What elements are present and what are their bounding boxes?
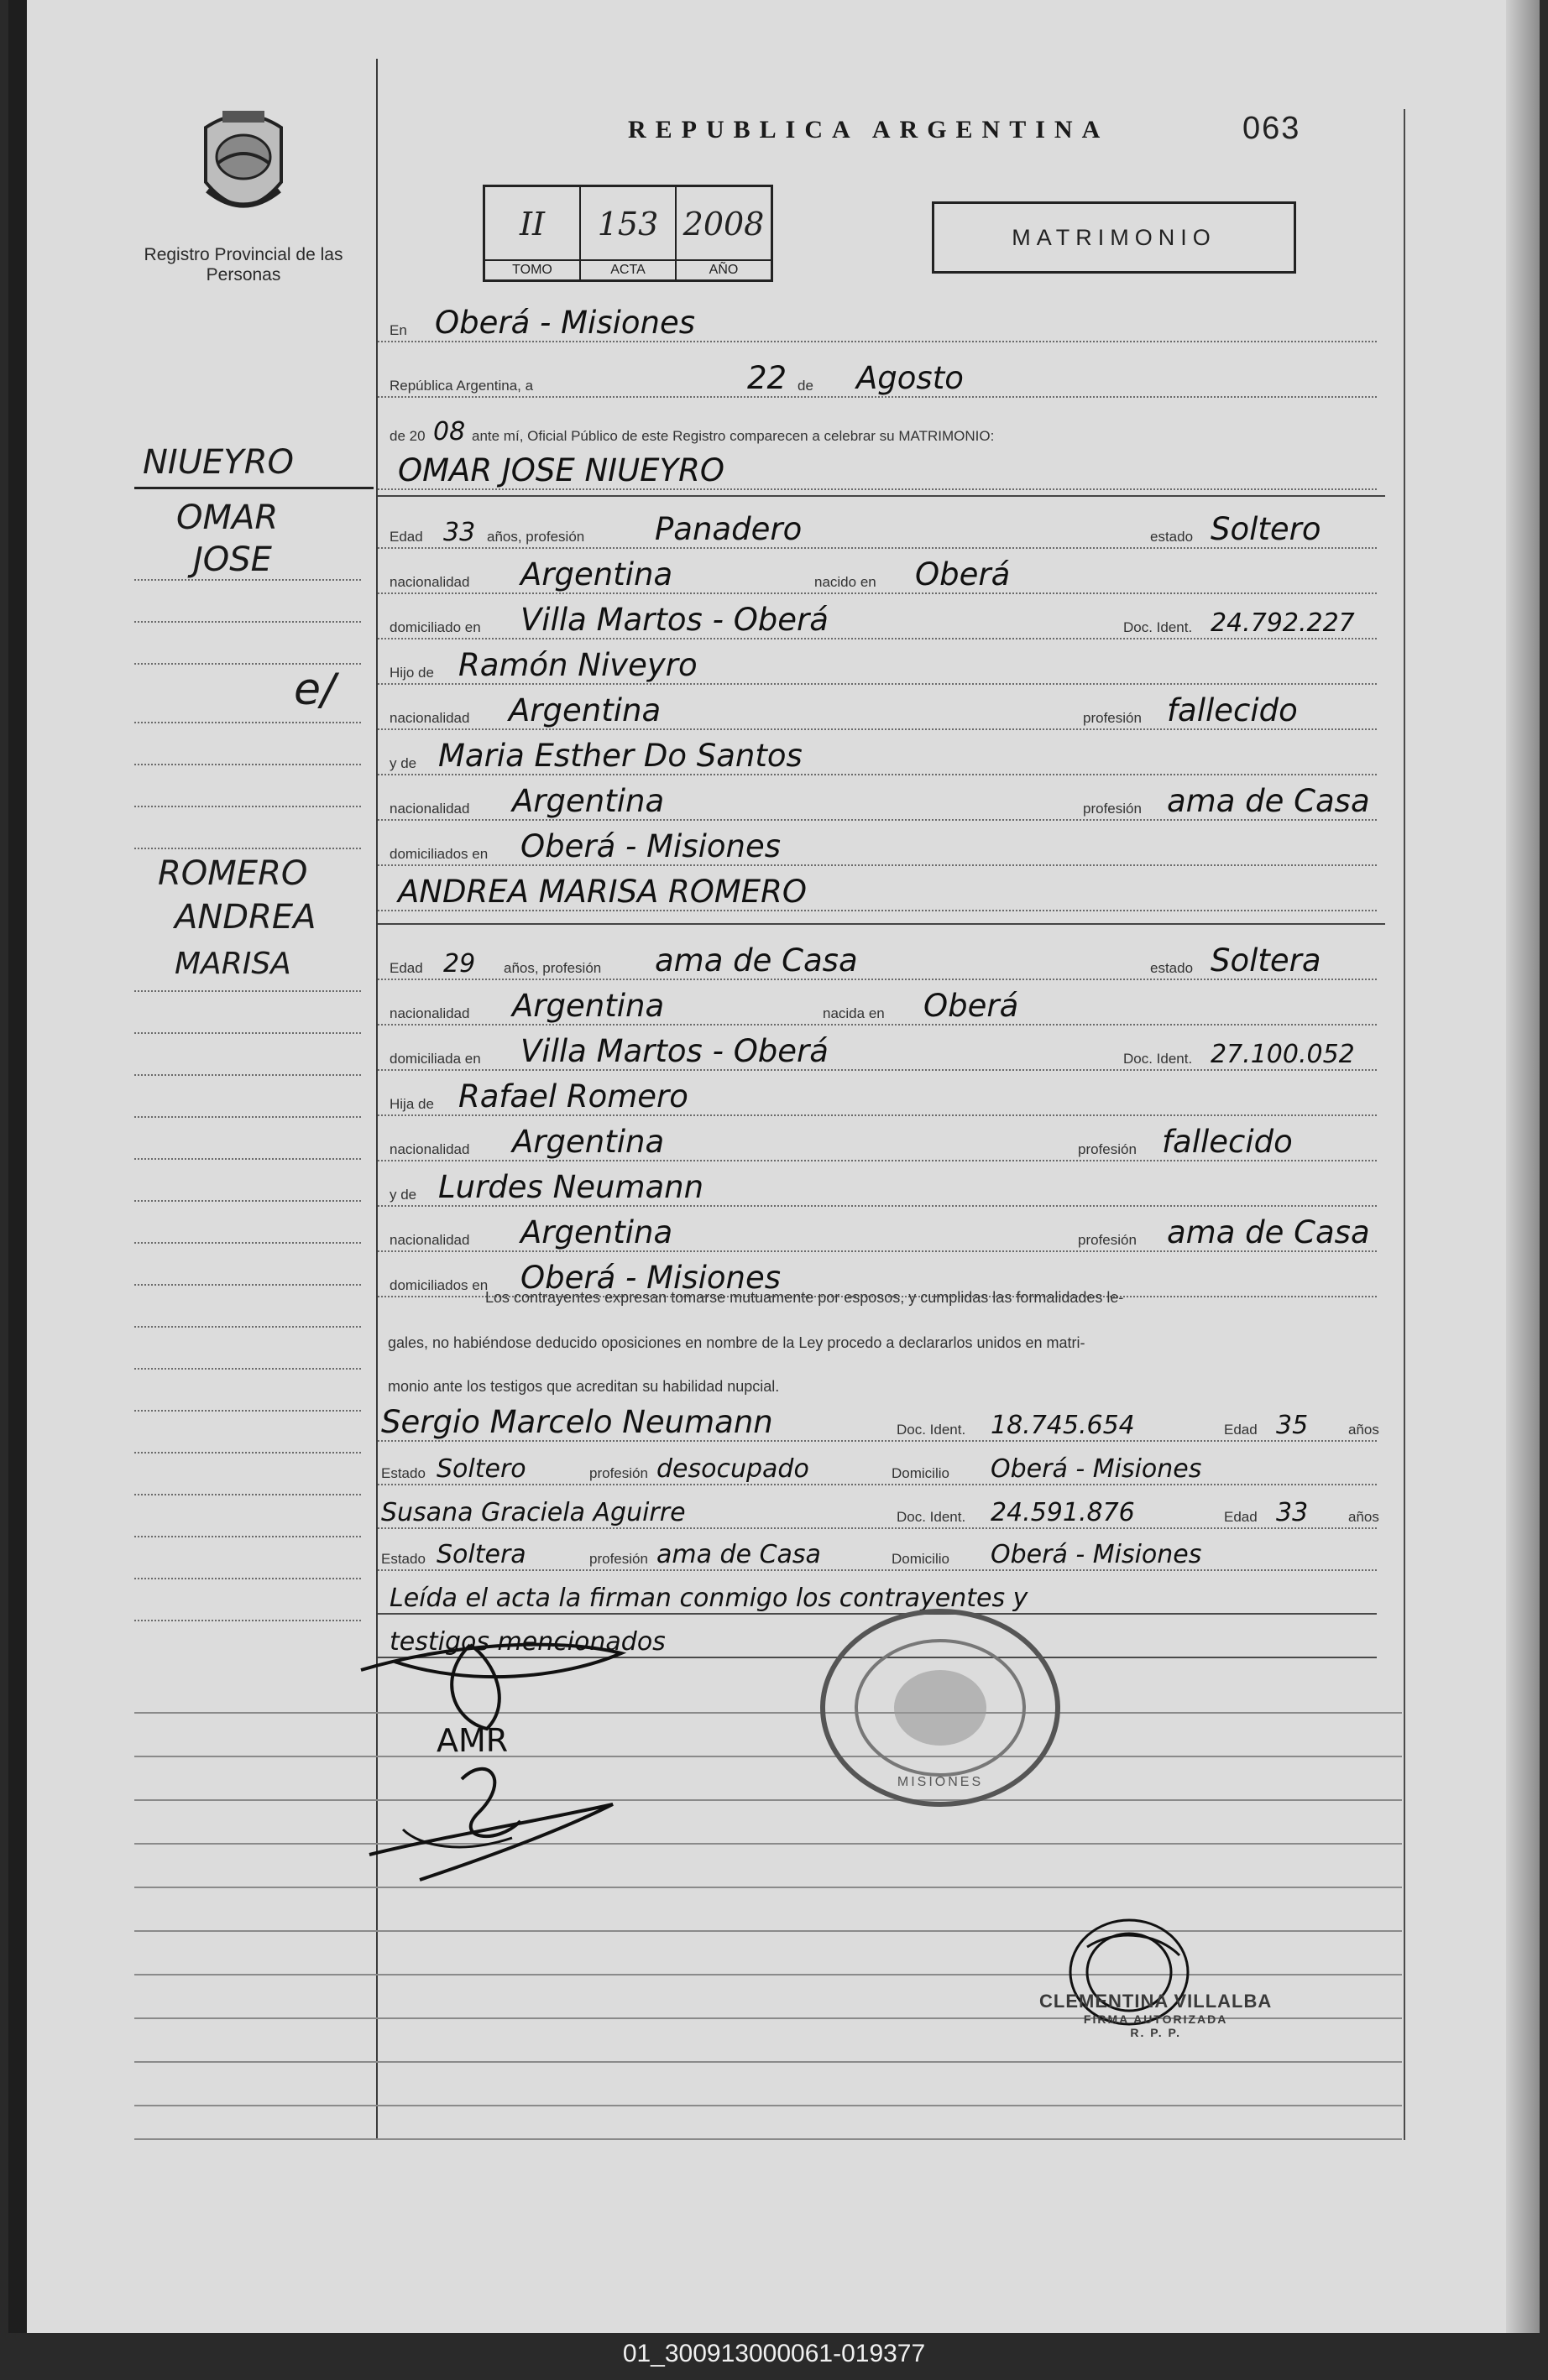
witness1-civil-status: Soltero [437,1454,526,1484]
page-number: 063 [1242,111,1301,146]
place-value: Oberá - Misiones [435,305,696,341]
bride-father-name: Rafael Romero [458,1078,688,1114]
groom-father-name: Ramón Niveyro [458,647,698,683]
nacionalidad-label: nacionalidad [390,710,470,726]
margin-bride-name2: MARISA [175,947,291,981]
anio-cell [675,187,771,279]
tomo-label: TOMO [485,259,579,279]
register-page [8,0,1540,2333]
row-groom-father [378,638,1377,685]
doc-label: Doc. Ident. [897,1509,966,1525]
bride-parents-address: Oberá - Misiones [520,1260,782,1296]
file-id: 01_300913000061-019377 [622,2340,926,2367]
country-heading: REPUBLICA ARGENTINA [628,116,1110,144]
groom-mother-name: Maria Esther Do Santos [438,738,803,774]
domicilio-label: Domicilio [892,1465,949,1481]
nacionalidad-label: nacionalidad [390,1232,470,1248]
anos-label: años [1348,1422,1379,1438]
signature-strokes [344,1628,663,1913]
anio-label: AÑO [677,259,771,279]
stamp-line-1: CLEMENTINA VILLALBA [1039,1991,1273,2012]
section-rule [378,923,1385,925]
witness1-profession: desocupado [656,1454,809,1484]
office-name: Registro Provincial de las Personas [144,245,343,284]
profesion-label: profesión [589,1551,648,1567]
row-witness1 [378,1395,1377,1442]
closing-line-2: testigos mencionados [390,1627,666,1657]
anio-value: 2008 [682,206,765,243]
legal-line-1: Los contrayentes expresan tomarse mutuamente por esposos, y cumplidas las formalidades le- [485,1289,1124,1306]
row-bride-name [378,864,1377,911]
record-type-box: MATRIMONIO [932,201,1296,274]
mother-label: y de [390,1187,417,1203]
groom-mother-profession: ama de Casa [1167,783,1370,819]
coat-of-arms-icon [189,102,298,228]
bride-doc-number: 27.100.052 [1211,1040,1355,1069]
officer-stamp [1039,1991,1272,2039]
groom-profession: Panadero [655,511,803,547]
right-rule [1404,109,1405,2140]
domicilio-label: domiciliado en [390,619,481,635]
acta-value: 153 [597,206,659,243]
margin-groom-name1: OMAR [176,498,279,537]
domiciliados-label: domiciliados en [390,846,489,862]
bride-mother-name: Lurdes Neumann [438,1169,704,1205]
row-date [378,351,1377,398]
edad-label: Edad [1224,1509,1258,1525]
witness2-age: 33 [1276,1498,1309,1527]
estado-label: Estado [381,1465,426,1481]
edad-label: Edad [1224,1422,1258,1438]
initials-signature: AMR [437,1722,509,1759]
profesion-label: profesión [1083,801,1142,817]
bride-profession: ama de Casa [655,942,858,979]
groom-father-profession: fallecido [1167,692,1298,728]
doc-label: Doc. Ident. [897,1422,966,1438]
bride-father-profession: fallecido [1162,1124,1293,1160]
row-bride-mother-nationality [378,1205,1377,1252]
witness1-doc: 18.745.654 [991,1411,1135,1440]
row-groom-mother [378,728,1377,775]
row-groom-mother-nationality [378,774,1377,821]
edad-label: Edad [390,960,423,976]
bride-mother-nationality: Argentina [520,1214,673,1250]
month-value: Agosto [856,360,964,396]
mother-label: y de [390,755,417,771]
profesion-label: profesión [1078,1141,1137,1157]
closing-line-1: Leída el acta la firman conmigo los contrayentes y [390,1584,1028,1613]
groom-birthplace: Oberá [915,556,1011,592]
row-groom-name [378,443,1377,490]
groom-father-nationality: Argentina [509,692,662,728]
margin-bride-surname: ROMERO [158,854,308,893]
nacida-label: nacida en [823,1005,885,1021]
row-groom-age [378,502,1377,549]
bride-civil-status: Soltera [1211,942,1321,979]
nacionalidad-label: nacionalidad [390,801,470,817]
profesion-label: años, profesión [487,529,585,545]
domicilio-label: Domicilio [892,1551,949,1567]
legal-line-2: gales, no habiéndose deducido oposiciones en nombre de la Ley procedo a declararlos unidos en matri- [388,1334,1085,1351]
groom-full-name: OMAR JOSE NIUEYRO [398,452,724,488]
witness1-address: Oberá - Misiones [991,1454,1202,1484]
en-label: En [390,322,407,338]
nacionalidad-label: nacionalidad [390,1141,470,1157]
nacido-label: nacido en [814,574,876,590]
doc-label: Doc. Ident. [1123,1051,1193,1067]
official-seal-icon [814,1603,1066,1813]
row-statement [378,401,1377,448]
father-label: Hija de [390,1096,434,1112]
row-groom-father-nationality [378,683,1377,730]
stamp-line-2: FIRMA AUTORIZADA [1083,2012,1228,2026]
row-bride-father-nationality [378,1114,1377,1161]
nacionalidad-label: nacionalidad [390,574,470,590]
bride-father-nationality: Argentina [512,1124,665,1160]
estado-label: Estado [381,1551,426,1567]
record-number-box [483,185,773,282]
seal-text: MISIONES [897,1775,984,1789]
republica-label: República Argentina, a [390,378,534,394]
witness2-doc: 24.591.876 [991,1498,1135,1527]
row-witness2 [378,1482,1377,1529]
row-groom-parents-address [378,819,1377,866]
row-witness1-details [378,1438,1377,1485]
year-prefix: de 20 [390,428,426,444]
day-value: 22 [747,360,787,396]
edad-label: Edad [390,529,423,545]
bride-mother-profession: ama de Casa [1167,1214,1370,1250]
row-groom-address [378,592,1377,639]
row-witness2-details [378,1524,1377,1571]
margin-name-rule [134,487,374,489]
row-bride-age [378,933,1377,980]
margin-groom-name2: JOSE [193,540,272,579]
father-label: Hijo de [390,665,434,681]
groom-address: Villa Martos - Oberá [520,602,829,638]
witness2-profession: ama de Casa [656,1540,821,1569]
legal-line-3: monio ante los testigos que acreditan su habilidad nupcial. [388,1378,780,1395]
profesion-label: años, profesión [504,960,602,976]
doc-label: Doc. Ident. [1123,619,1193,635]
witness2-civil-status: Soltera [437,1540,526,1569]
witness2-name: Susana Graciela Aguirre [381,1498,686,1527]
domiciliados-label: domiciliados en [390,1277,489,1293]
profesion-label: profesión [589,1465,648,1481]
bride-age: 29 [443,949,476,979]
profesion-label: profesión [1083,710,1142,726]
bride-birthplace: Oberá [923,988,1019,1024]
tomo-cell [485,187,579,279]
row-bride-mother [378,1160,1377,1207]
domicilio-label: domiciliada en [390,1051,481,1067]
nacionalidad-label: nacionalidad [390,1005,470,1021]
row-bride-address [378,1024,1377,1071]
section-rule [378,495,1385,497]
margin-groom-surname: NIUEYRO [143,443,294,482]
anos-label: años [1348,1509,1379,1525]
statement-text: ante mí, Oficial Público de este Registro comparecen a celebrar su MATRIMONIO: [472,428,995,444]
tomo-value: II [519,206,546,243]
bride-nationality: Argentina [512,988,665,1024]
groom-nationality: Argentina [520,556,673,592]
row-bride-nationality [378,979,1377,1026]
groom-age: 33 [443,518,476,547]
profesion-label: profesión [1078,1232,1137,1248]
witness1-name: Sergio Marcelo Neumann [381,1404,773,1440]
groom-doc-number: 24.792.227 [1211,608,1355,638]
groom-parents-address: Oberá - Misiones [520,828,782,864]
groom-mother-nationality: Argentina [512,783,665,819]
row-groom-nationality [378,547,1377,594]
estado-label: estado [1150,960,1194,976]
row-bride-father [378,1069,1377,1116]
bride-address: Villa Martos - Oberá [520,1033,829,1069]
margin-bride-name1: ANDREA [175,898,316,937]
year-suffix: 08 [433,417,466,446]
witness1-age: 35 [1276,1411,1309,1440]
bride-full-name: ANDREA MARISA ROMERO [398,874,808,910]
acta-cell [579,187,675,279]
witness2-address: Oberá - Misiones [991,1540,1202,1569]
acta-label: ACTA [581,259,675,279]
stamp-line-3: R. P. P. [1130,2026,1181,2039]
de-label: de [798,378,813,394]
margin-conjunction: e/ [294,665,336,715]
estado-label: estado [1150,529,1194,545]
groom-civil-status: Soltero [1211,511,1321,547]
row-place [378,295,1377,342]
